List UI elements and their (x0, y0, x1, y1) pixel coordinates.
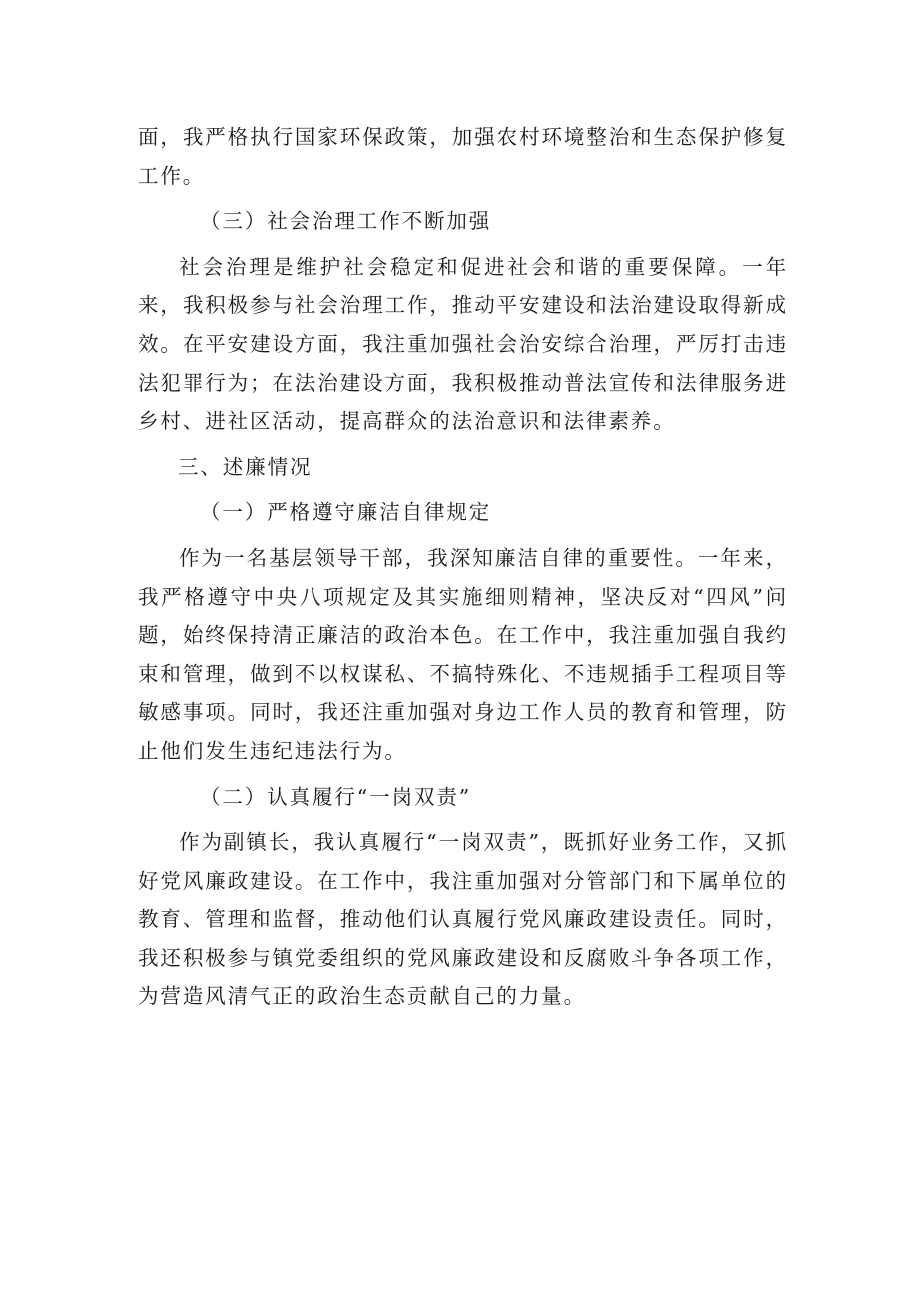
continued-paragraph: 面，我严格执行国家环保政策，加强农村环境整治和生态保护修复工作。 (138, 125, 788, 188)
section-heading-integrity-rules: （一）严格遵守廉洁自律规定 (200, 500, 492, 525)
paragraph-social-governance: 社会治理是维护社会稳定和促进社会和谐的重要保障。一年来，我积极参与社会治理工作，推动平安建设和法治建设取得新成效。在平安建设方面，我注重加强社会治安综合治理，严厉打击违法犯罪行为；在法治建设方面，我积极推动普法宣传和法律服务进乡村、进社区活动，提高群众的法治意识和法律素养。 (138, 254, 788, 434)
paragraph-integrity-rules: 作为一名基层领导干部，我深知廉洁自律的重要性。一年来，我严格遵守中央八项规定及其实施细则精神，坚决反对“四风”问题，始终保持清正廉洁的政治本色。在工作中，我注重加强自我约束和管理，做到不以权谋私、不搞特殊化、不违规插手工程项目等敏感事项。同时，我还注重加强对身边工作人员的教育和管理，防止他们发生违纪违法行为。 (138, 545, 788, 763)
section-heading-integrity-report: 三、述廉情况 (178, 454, 313, 479)
paragraph-dual-responsibility: 作为副镇长，我认真履行“一岗双责”，既抓好业务工作，又抓好党风廉政建设。在工作中，我注重加强对分管部门和下属单位的教育、管理和监督，推动他们认真履行党风廉政建设责任。同时，我还积极参与镇党委组织的党风廉政建设和反腐败斗争各项工作，为营造风清气正的政治生态贡献自己的力量。 (138, 830, 788, 1009)
section-heading-dual-responsibility: （二）认真履行“一岗双责” (200, 784, 472, 809)
document-body (138, 118, 788, 1016)
section-heading-social-governance: （三）社会治理工作不断加强 (200, 209, 492, 234)
